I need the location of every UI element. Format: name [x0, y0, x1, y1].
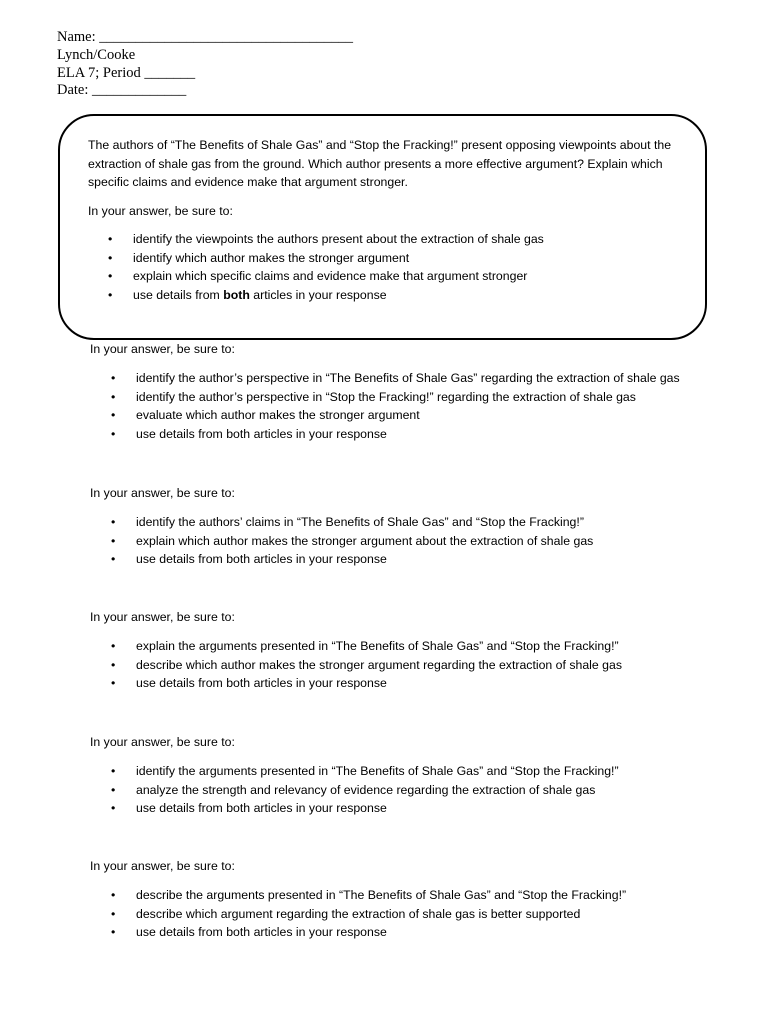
teacher-names: Lynch/Cooke: [57, 46, 136, 63]
answer-checklist-variant-1: [90, 340, 710, 444]
answer-checklist-variant-4: [90, 733, 710, 818]
checklist-intro: In your answer, be sure to:: [90, 735, 235, 749]
list-item: • describe the arguments presented in “The Benefits of Shale Gas” and “Stop the Fracking!”: [90, 886, 710, 905]
bullet-icon: •: [111, 552, 116, 567]
list-item: • identify the viewpoints the authors present about the extraction of shale gas: [88, 230, 698, 249]
bullet-icon: •: [111, 408, 116, 423]
list-item: • evaluate which author makes the stronger argument: [90, 406, 710, 425]
answer-checklist-variant-5: [90, 857, 710, 942]
list-item: • identify the author’s perspective in “The Benefits of Shale Gas” regarding the extraction of shale gas: [90, 369, 710, 388]
list-item: • describe which author makes the stronger argument regarding the extraction of shale gas: [90, 656, 710, 675]
worksheet-header: [57, 29, 353, 100]
bullet-icon: •: [111, 533, 116, 548]
bullet-icon: •: [108, 269, 113, 283]
bullet-icon: •: [111, 763, 116, 778]
prompt-bullet-list: [88, 230, 698, 304]
list-item: • use details from both articles in your response: [90, 799, 710, 818]
checklist-intro: In your answer, be sure to:: [90, 610, 235, 624]
list-item: • identify the author’s perspective in “Stop the Fracking!” regarding the extraction of shale gas: [90, 388, 710, 407]
list-item: • explain which specific claims and evidence make that argument stronger: [88, 267, 698, 286]
checklist-intro: In your answer, be sure to:: [90, 486, 235, 500]
bullet-icon: •: [111, 514, 116, 529]
list-item: • identify the authors’ claims in “The Benefits of Shale Gas” and “Stop the Fracking!”: [90, 513, 710, 532]
list-item: • use details from both articles in your response: [90, 425, 710, 444]
list-item: • identify which author makes the stronger argument: [88, 249, 698, 268]
writing-prompt: [88, 136, 698, 304]
checklist-bullet-list: [90, 513, 710, 569]
class-period-line: ELA 7; Period _______: [57, 64, 196, 81]
bullet-icon: •: [111, 389, 116, 404]
bullet-icon: •: [111, 657, 116, 672]
list-item: • identify the arguments presented in “The Benefits of Shale Gas” and “Stop the Fracking!”: [90, 762, 710, 781]
answer-checklist-variant-3: [90, 608, 710, 693]
bullet-icon: •: [111, 370, 116, 385]
bullet-icon: •: [111, 887, 116, 902]
checklist-bullet-list: [90, 369, 710, 444]
bullet-icon: •: [111, 801, 116, 816]
checklist-bullet-list: [90, 637, 710, 693]
answer-checklist-variant-2: [90, 484, 710, 569]
bullet-icon: •: [108, 287, 113, 302]
list-item: • use details from both articles in your response: [90, 674, 710, 693]
list-item: • explain the arguments presented in “The Benefits of Shale Gas” and “Stop the Fracking!”: [90, 637, 710, 656]
list-item: • use details from both articles in your response: [90, 550, 710, 569]
bullet-icon: •: [108, 232, 113, 246]
prompt-intro: In your answer, be sure to:: [88, 203, 233, 218]
bullet-icon: •: [108, 250, 113, 265]
list-item: • describe which argument regarding the extraction of shale gas is better supported: [90, 905, 710, 924]
emphasis-both: both: [223, 287, 250, 302]
checklist-bullet-list: [90, 762, 710, 818]
checklist-intro: In your answer, be sure to:: [90, 342, 235, 356]
prompt-question: The authors of “The Benefits of Shale Gas” and “Stop the Fracking!” present opposing viewpoints about the extraction of shale gas from the ground. Which author presents a more effective argument? Explain which specific claims and evidence make that argument stronger.: [88, 138, 672, 189]
list-item: • use details from both articles in your response: [90, 923, 710, 942]
bullet-icon: •: [111, 676, 116, 691]
bullet-icon: •: [111, 925, 116, 940]
bullet-icon: •: [111, 638, 116, 653]
checklist-bullet-list: [90, 886, 710, 942]
list-item: • use details from both articles in your response: [88, 286, 698, 305]
list-item: • explain which author makes the stronger argument about the extraction of shale gas: [90, 532, 710, 551]
checklist-intro: In your answer, be sure to:: [90, 859, 235, 873]
date-line: Date: _____________: [57, 82, 187, 99]
bullet-icon: •: [111, 906, 116, 921]
list-item: • analyze the strength and relevancy of evidence regarding the extraction of shale gas: [90, 781, 710, 800]
bullet-icon: •: [111, 427, 116, 442]
name-line: Name: ___________________________________: [57, 29, 354, 45]
bullet-icon: •: [111, 782, 116, 797]
